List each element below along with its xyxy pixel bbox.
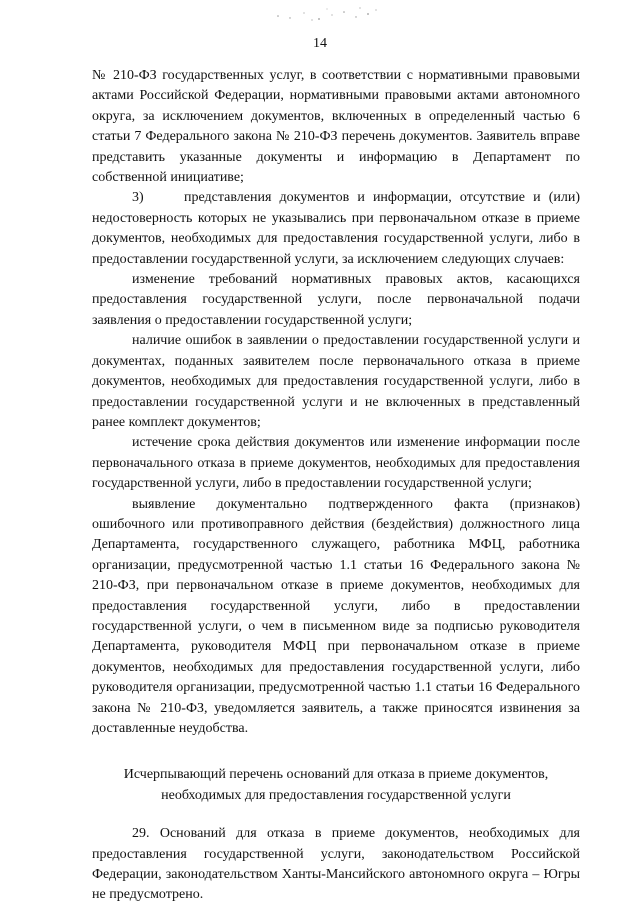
scan-artifact [272,4,382,22]
list-item-3 [92,188,580,270]
section-heading [92,765,580,806]
exception-case-1: изменение требований нормативных правовых актов, касающихся предоставления государственной услуги, после первоначальной подачи заявления о предоставлении государственной услуги; [92,272,580,328]
section-heading-line-2: необходимых для предоставления государственной услуги [161,787,511,803]
list-item-text: представления документов и информации, отсутствие и (или) недостоверность которых не указывались при первоначальном отказе в приеме документов, необходимых для предоставления государственной услуги, либо в предоставлении государственной услуги, за исключением следующих случаев: [92,190,580,267]
exception-case-4: выявление документально подтвержденного факта (признаков) ошибочного или противоправного действия (бездействия) должностного лица Департамента, государственного служащего, работника МФЦ, работника организации, предусмотренной частью 1.1 статьи 16 Федерального закона № 210-ФЗ, при первоначальном отказе в приеме документов, необходимых для предоставления государственной услуги, либо в предоставлении государственной услуги, о чем в письменном виде за подписью руководителя Департамента, руководителя МФЦ при первоначальном отказе в приеме документов, необходимых для предоставления государственной услуги, либо руководителя организации, предусмотренной частью 1.1 статьи 16 Федерального закона № 210-ФЗ, уведомляется заявитель, а также приносятся извинения за доставленные неудобства. [92,496,580,736]
page-number: 14 [313,36,327,51]
paragraph-continuation: № 210-ФЗ государственных услуг, в соответствии с нормативными правовыми актами Российской Федерации, нормативными правовыми актами автономного округа, за исключением документов, включенных в определенный частью 6 статьи 7 Федерального закона № 210-ФЗ перечень документов. Заявитель вправе представить указанные документы и информацию в Департамент по собственной инициативе; [92,68,580,186]
list-item-number: 3) [132,190,144,206]
paragraph-29: 29. Оснований для отказа в приеме документов, необходимых для предоставления государственной услуги, законодательством Российской Федерации, законодательством Ханты-Мансийского автономного округа – Югры не предусмотрено. [92,826,580,903]
section-heading-line-1: Исчерпывающий перечень оснований для отказа в приеме документов, [123,767,549,783]
exception-case-3: истечение срока действия документов или изменение информации после первоначального отказа в приеме документов, необходимых для предоставления государственной услуги, либо в предоставлении государственной услуги; [92,435,580,492]
document-body [92,66,580,906]
exception-case-2: наличие ошибок в заявлении о предоставлении государственной услуги и документах, поданных заявителем после первоначального отказа в приеме документов, необходимых для предоставления государственной услуги, либо в предоставлении государственной услуги и не включенных в представленный ранее комплект документов; [92,333,580,430]
